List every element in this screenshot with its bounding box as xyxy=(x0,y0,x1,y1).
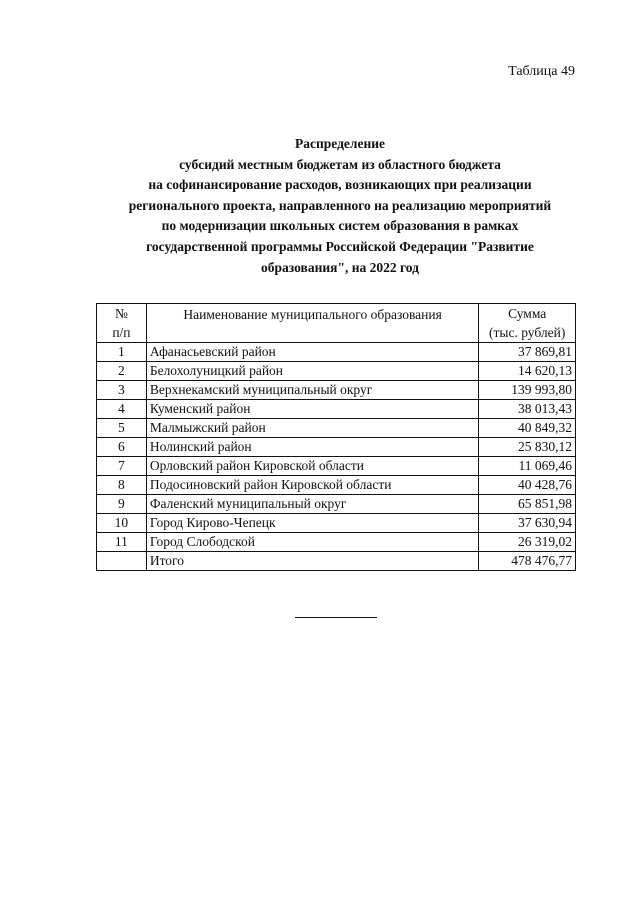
table-row xyxy=(97,362,576,381)
row-sum-cell: 40 849,32 xyxy=(479,419,576,438)
row-sum-cell: 478 476,77 xyxy=(479,552,576,571)
distribution-table xyxy=(96,303,576,571)
heading-line: по модернизации школьных систем образования в рамках xyxy=(161,218,519,234)
table-row xyxy=(97,343,576,362)
table-row xyxy=(97,533,576,552)
row-number-cell: 1 xyxy=(97,343,147,362)
row-name-cell: Нолинский район xyxy=(146,438,479,457)
row-sum-cell: 139 993,80 xyxy=(479,381,576,400)
table-body xyxy=(97,343,576,571)
row-sum-cell: 25 830,12 xyxy=(479,438,576,457)
header-number xyxy=(97,304,147,343)
row-name-cell: Город Кирово-Чепецк xyxy=(146,514,479,533)
header-sum-line1: Сумма xyxy=(508,306,547,321)
row-number-cell: 7 xyxy=(97,457,147,476)
table-row xyxy=(97,400,576,419)
row-number-cell: 10 xyxy=(97,514,147,533)
table-total-row xyxy=(97,552,576,571)
table-row xyxy=(97,438,576,457)
row-number-cell: 3 xyxy=(97,381,147,400)
row-sum-cell: 26 319,02 xyxy=(479,533,576,552)
heading-line: государственной программы Российской Федерации "Развитие xyxy=(146,238,534,254)
row-name-cell: Орловский район Кировской области xyxy=(146,457,479,476)
row-number-cell: 8 xyxy=(97,476,147,495)
row-number-cell: 11 xyxy=(97,533,147,552)
row-sum-cell: 40 428,76 xyxy=(479,476,576,495)
row-number-cell: 5 xyxy=(97,419,147,438)
row-name-cell: Куменский район xyxy=(146,400,479,419)
row-sum-cell: 37 630,94 xyxy=(479,514,576,533)
table-number-label: Таблица 49 xyxy=(508,64,575,79)
row-number-cell: 4 xyxy=(97,400,147,419)
row-sum-cell: 11 069,46 xyxy=(479,457,576,476)
row-name-cell: Белохолуницкий район xyxy=(146,362,479,381)
document-heading xyxy=(70,134,610,278)
closing-divider xyxy=(295,617,377,618)
row-number-cell: 6 xyxy=(97,438,147,457)
row-name-cell: Верхнекамский муниципальный округ xyxy=(146,381,479,400)
row-number-cell: 2 xyxy=(97,362,147,381)
table-header-row xyxy=(97,304,576,343)
row-number-cell: 9 xyxy=(97,495,147,514)
heading-line: субсидий местным бюджетам из областного бюджета xyxy=(179,156,501,172)
heading-line: на софинансирование расходов, возникающих при реализации xyxy=(148,177,532,193)
row-sum-cell: 38 013,43 xyxy=(479,400,576,419)
row-sum-cell: 14 620,13 xyxy=(479,362,576,381)
table-row xyxy=(97,495,576,514)
table-row xyxy=(97,381,576,400)
row-sum-cell: 65 851,98 xyxy=(479,495,576,514)
header-number-line1: № xyxy=(114,306,128,321)
table-row xyxy=(97,419,576,438)
header-number-line2: п/п xyxy=(112,325,131,340)
heading-line: Распределение xyxy=(294,136,386,151)
table-row xyxy=(97,457,576,476)
table-row xyxy=(97,514,576,533)
heading-line: образования", на 2022 год xyxy=(261,259,419,275)
row-name-cell: Афанасьевский район xyxy=(146,343,479,362)
row-name-cell: Подосиновский район Кировской области xyxy=(146,476,479,495)
row-name-cell: Малмыжский район xyxy=(146,419,479,438)
row-name-cell: Город Слободской xyxy=(146,533,479,552)
header-sum-line2: (тыс. рублей) xyxy=(489,325,566,340)
row-name-cell: Итого xyxy=(146,552,479,571)
header-sum xyxy=(479,304,576,343)
heading-line: регионального проекта, направленного на реализацию мероприятий xyxy=(128,197,552,213)
row-sum-cell: 37 869,81 xyxy=(479,343,576,362)
header-municipality-name: Наименование муниципального образования xyxy=(146,304,479,343)
row-number-cell xyxy=(97,552,147,571)
row-name-cell: Фаленский муниципальный округ xyxy=(146,495,479,514)
table-row xyxy=(97,476,576,495)
